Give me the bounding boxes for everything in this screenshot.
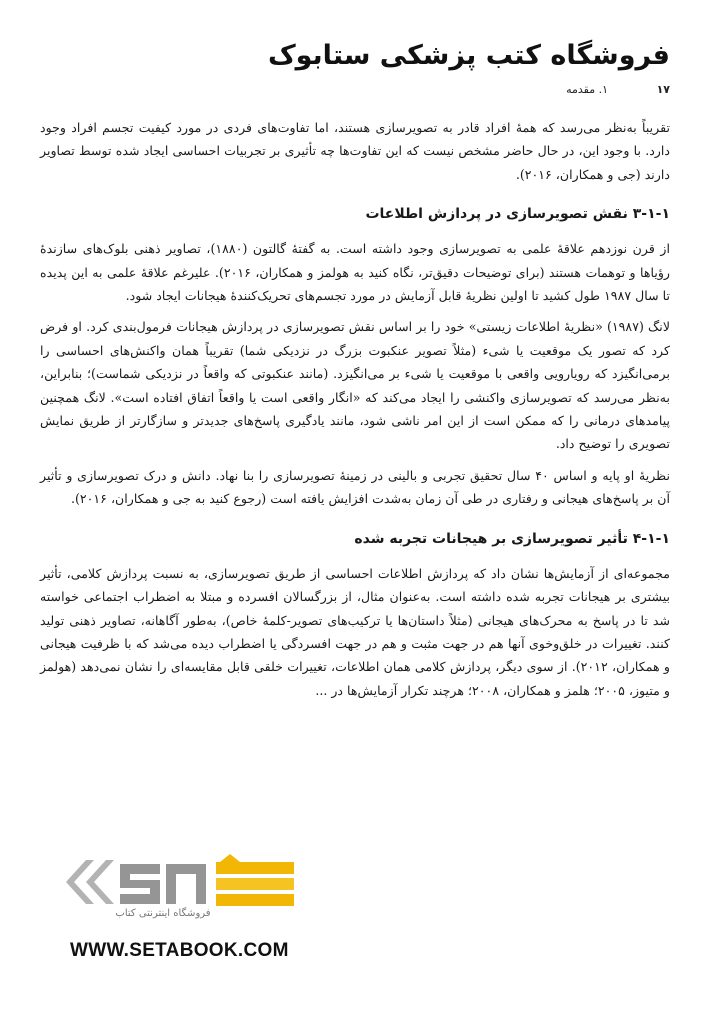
section-heading-3: ۳-۱-۱ نقش تصویرسازی در پردازش اطلاعات	[365, 206, 670, 223]
section-heading-4: ۴-۱-۱ تأثیر تصویرسازی بر هیجانات تجربه شده	[354, 530, 670, 547]
paragraph-galton: از قرن نوزدهم علاقهٔ علمی به تصویرسازی وجود داشته است. به گفتهٔ گالتون (۱۸۸۰)، تصاویر ذهنی بلوک‌های سازندهٔ رؤیاها و توهمات هستند (برای توضیحات دقیق‌تر، نگاه کنید به هولمز و همکاران، ۲۰۱۶). علیرغم علاقهٔ علمی به این پدیده تا سال ۱۹۸۷ طول کشید تا اولین نظریهٔ قابل آزمایش در مورد تجسم‌های تحریک‌کنندهٔ هیجانات ایجاد شود.	[40, 241, 670, 304]
watermark-url: WWW.SETABOOK.COM	[70, 940, 289, 961]
setabook-watermark	[28, 850, 358, 990]
paragraph-theory: نظریهٔ او پایه و اساس ۴۰ سال تحقیق تجربی و بالینی در زمینهٔ تصویرسازی را بنا نهاد. دانش و درک تصویرسازی و تأثیر آن بر پاسخ‌های هیجانی و رفتاری در طی آن زمان به‌شدت افزایش یافته است (رجوع کنید به جی و همکاران، ۲۰۱۶).	[40, 467, 670, 507]
paragraph-intro: تقریباً به‌نظر می‌رسد که همهٔ افراد قادر به تصویرسازی هستند، اما تفاوت‌های فردی در مورد کیفیت تجسم افراد وجود دارد. با وجود این، در حال حاضر مشخص نیست که این تفاوت‌ها چه تأثیری بر تجربیات احساسی ایجاد شده توسط تصاویر دارند (جی و همکاران، ۲۰۱۶).	[40, 120, 670, 182]
running-head	[40, 83, 670, 99]
page-number: ۱۷	[656, 83, 670, 96]
paragraph-lang: لانگ (۱۹۸۷) «نظریهٔ اطلاعات زیستی» خود را بر اساس نقش تصویرسازی در پردازش هیجانات فرمول‌بندی کرد. او فرض کرد که تصور یک موقعیت یا شیء (مثلاً تصویر عنکبوت بزرگ در نزدیکی شما) تقریباً همان واکنش‌های احساسی را برمی‌انگیزد که رویارویی واقعی با موقعیت یا شیء بر می‌انگیزد. (مانند عنکبوتی که واقعاً در نزدیکی شماست)؛ بنابراین، به‌نظر می‌رسد که تصویرسازی واکنشی را ایجاد می‌کند که «انگار واقعی است یا واقعاً اتفاق افتاده است». لانگ همچنین پیامدهای درمانی را که ممکن است از این امر ناشی شود، مانند یادگیری پاسخ‌های جدیدتر و سازگارتر از طریق نمایش تصویری را توضیح داد.	[40, 319, 670, 452]
chapter-label: ۱. مقدمه	[566, 83, 608, 96]
body-text	[40, 116, 670, 710]
watermark-tagline: فروشگاه اینترنتی کتاب	[115, 908, 211, 919]
paragraph-experiments: مجموعه‌ای از آزمایش‌ها نشان داد که پردازش اطلاعات احساسی از طریق تصویرسازی، به نسبت پردازش کلامی، تأثیر بیشتری بر هیجانات تجربه شده داشته است. به‌عنوان مثال، از بزرگسالان افسرده و مبتلا به اضطراب اجتماعی خواسته شد تا در پاسخ به محرک‌های هیجانی (مثلاً داستان‌ها یا ترکیب‌های تصویر-کلمهٔ خاص)، به‌طور آگاهانه، تصاویر ذهنی تولید کنند. تغییرات در خلق‌وخوی آنها هم در جهت مثبت و هم در جهت افسردگی یا اضطراب دیده می‌شد که با ظرفیت هیجانی و همکاران، ۲۰۱۲). از سوی دیگر، پردازش کلامی همان اطلاعات، تغییرات خلقی قابل مقایسه‌ای را نشان نمی‌دهد (هولمز و متیوز، ۲۰۰۵؛ هلمز و همکاران، ۲۰۰۸؛ هرچند تکرار آزمایش‌ها در ...	[40, 565, 670, 698]
store-title: فروشگاه کتب پزشکی ستابوک	[267, 40, 670, 71]
